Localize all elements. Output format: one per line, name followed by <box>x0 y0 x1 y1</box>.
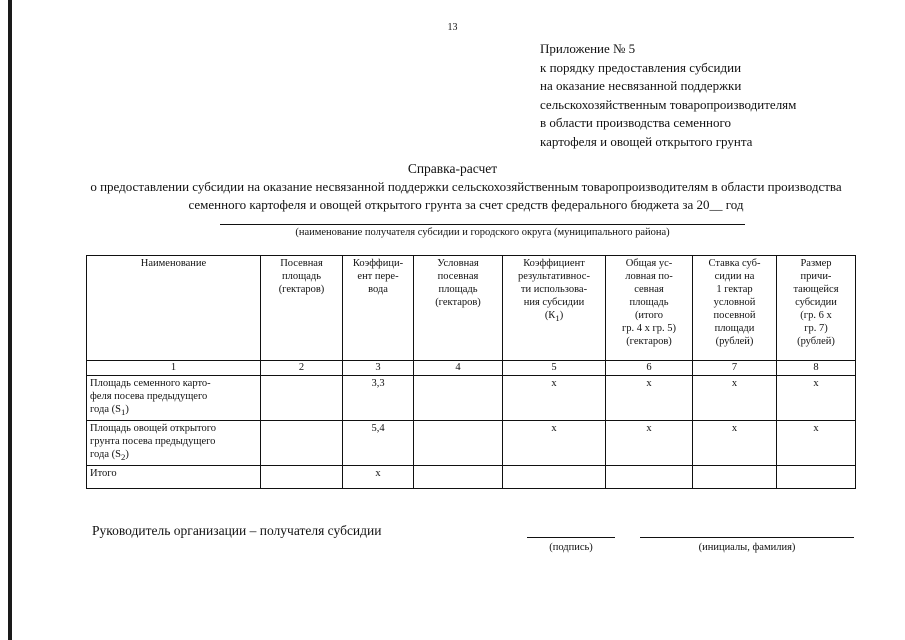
column-number-7: 7 <box>693 361 777 376</box>
column-header-2: Посевная площадь (гектаров) <box>261 256 343 361</box>
table-cell-col-2 <box>261 466 343 489</box>
row-name: Площадь овощей открытого грунта посева предыдущего года $(S_2)$ <box>87 421 261 466</box>
table-row <box>87 421 856 466</box>
table-cell-col-7: x <box>693 421 777 466</box>
table-cell-col-3: x <box>343 466 414 489</box>
column-number-2: 2 <box>261 361 343 376</box>
appendix-line: Приложение № 5 <box>540 41 636 56</box>
table-cell-col-5 <box>503 466 606 489</box>
column-header-4: Условная посевная площадь (гектаров) <box>414 256 503 361</box>
table-header-row <box>87 256 856 361</box>
column-number-4: 4 <box>414 361 503 376</box>
scan-left-edge <box>8 0 12 640</box>
name-line <box>640 537 854 538</box>
table-cell-col-7 <box>693 466 777 489</box>
appendix-line: к порядку предоставления субсидии <box>540 59 742 75</box>
column-header-5: Коэффициент результативнос- ти использова- ния субсидии $(К_1)$ <box>503 256 606 361</box>
column-number-6: 6 <box>606 361 693 376</box>
table-cell-col-6 <box>606 466 693 489</box>
appendix-line: сельскохозяйственным товаропроизводителям <box>540 96 797 112</box>
table-body <box>87 361 856 489</box>
column-header-6: Общая ус- ловная по- севная площадь (итого гр. 4 x гр. 5) (гектаров) <box>606 256 693 361</box>
row-name: Площадь семенного карто- феля посева предыдущего года $(S_1)$ <box>87 376 261 421</box>
column-number-row <box>87 361 856 376</box>
column-header-7: Ставка суб- сидии на 1 гектар условной посевной площади (рублей) <box>693 256 777 361</box>
table-cell-col-8: x <box>777 421 856 466</box>
appendix-line: в области производства семенного <box>540 115 731 130</box>
column-number-5: 5 <box>503 361 606 376</box>
calculation-table <box>86 255 856 489</box>
signature-label: Руководитель организации – получателя субсидии <box>92 523 382 538</box>
signature-caption: (подпись) <box>549 542 593 553</box>
table-cell-col-6: x <box>606 421 693 466</box>
table-cell-col-2 <box>261 376 343 421</box>
table-row <box>87 466 856 489</box>
table-cell-col-8 <box>777 466 856 489</box>
column-number-3: 3 <box>343 361 414 376</box>
table-cell-col-4 <box>414 376 503 421</box>
name-caption: (инициалы, фамилия) <box>698 542 796 553</box>
column-header-1: Наименование <box>87 256 261 361</box>
table-row <box>87 376 856 421</box>
recipient-caption: (наименование получателя субсидии и городского округа (муниципального района) <box>295 227 670 238</box>
column-number-1: 1 <box>87 361 261 376</box>
table-cell-col-5: x <box>503 376 606 421</box>
appendix-block <box>540 40 900 151</box>
table-cell-col-3: 5,4 <box>343 421 414 466</box>
table-cell-col-6: x <box>606 376 693 421</box>
table-cell-col-5: x <box>503 421 606 466</box>
table-cell-col-3: 3,3 <box>343 376 414 421</box>
recipient-fill-line <box>220 224 745 225</box>
table-cell-col-4 <box>414 466 503 489</box>
row-name: Итого <box>87 466 261 489</box>
table-cell-col-7: x <box>693 376 777 421</box>
appendix-line: картофеля и овощей открытого грунта <box>540 133 753 149</box>
column-header-8: Размер причи- тающейся субсидии (гр. 6 x гр. 7) (рублей) <box>777 256 856 361</box>
table-cell-col-4 <box>414 421 503 466</box>
document-title: Справка-расчет <box>407 161 498 176</box>
page-number: 13 <box>447 22 458 33</box>
column-number-8: 8 <box>777 361 856 376</box>
signature-line <box>527 537 615 538</box>
appendix-line: на оказание несвязанной поддержки <box>540 78 742 93</box>
document-subtitle: о предоставлении субсидии на оказание несвязанной поддержки сельскохозяйственным товаропроизводителям в области производства семенного картофеля и овощей открытого грунта за счет средств федерального бюджета за 20__ год <box>90 179 842 212</box>
table-cell-col-8: x <box>777 376 856 421</box>
column-header-3: Коэффици- ент пере- вода <box>343 256 414 361</box>
table-cell-col-2 <box>261 421 343 466</box>
